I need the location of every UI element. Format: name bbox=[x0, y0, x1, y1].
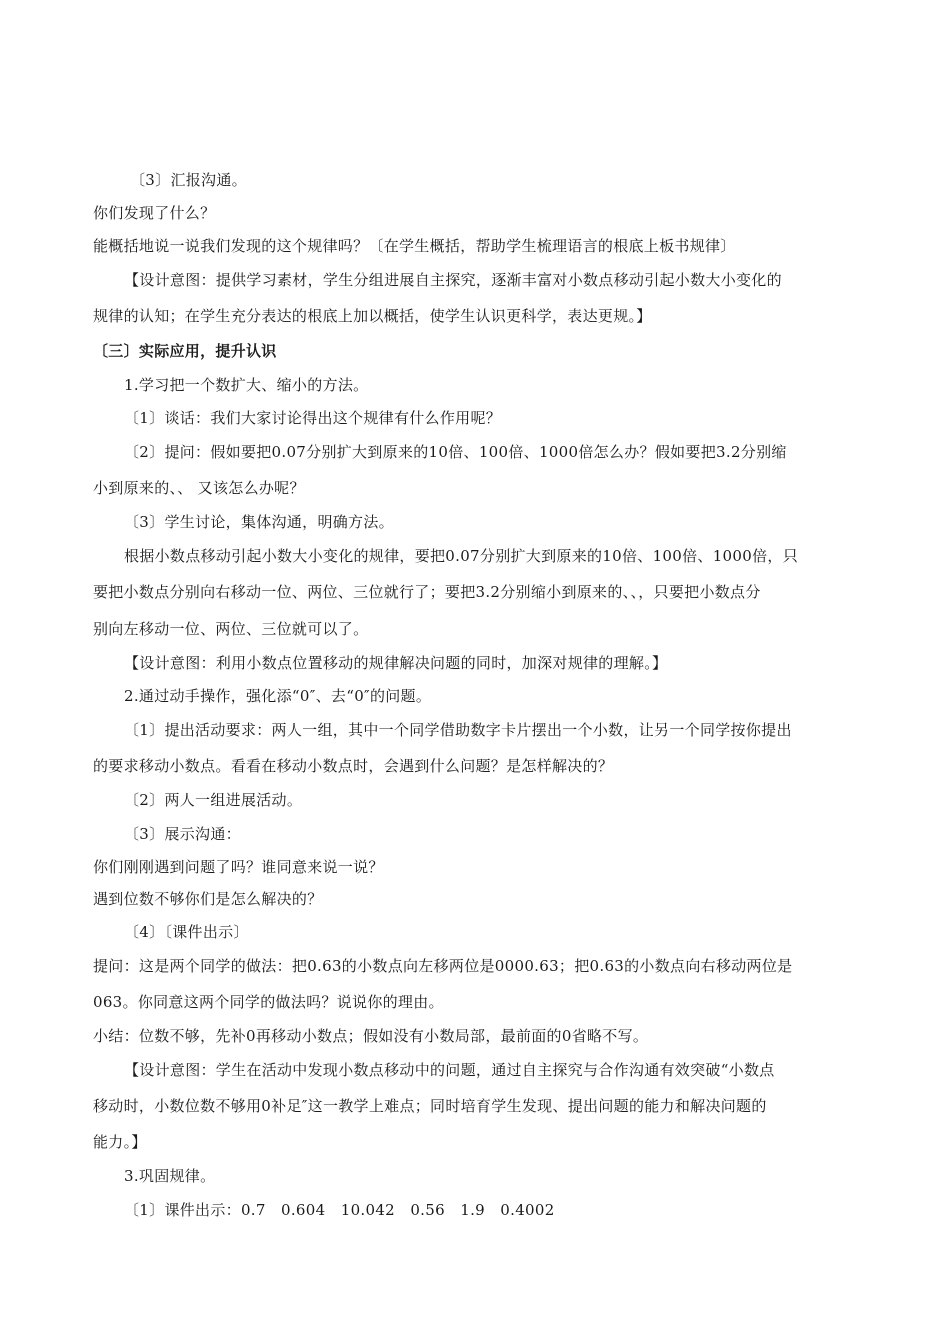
line-item-2-4: 〔4〕〔课件出示〕 bbox=[124, 923, 249, 941]
line-question-problem: 你们刚刚遇到问题了吗？谁同意来说一说？ bbox=[93, 858, 384, 876]
line-design-intent-3b: 移动时，小数位数不够用0补足″这一教学上难点；同时培育学生发现、提出问题的能力和解决问题的 bbox=[93, 1097, 767, 1115]
line-ask-a: 提问：这是两个同学的做法：把0.63的小数点向左移两位是0000.63；把0.63的小数点向右移动两位是 bbox=[93, 957, 793, 975]
line-summary: 小结：位数不够，先补0再移动小数点；假如没有小数局部，最前面的0省略不写。 bbox=[93, 1027, 649, 1045]
line-method-c: 别向左移动一位、两位、三位就可以了。 bbox=[93, 620, 369, 638]
line-question-discover: 你们发现了什么？ bbox=[93, 204, 216, 222]
line-question-digits: 遇到位数不够你们是怎么解决的？ bbox=[93, 890, 323, 908]
line-method-b: 要把小数点分别向右移动一位、两位、三位就行了；要把3.2分别缩小到原来的、、，只要把小数点分 bbox=[93, 583, 761, 601]
line-design-intent-2: 【设计意图：利用小数点位置移动的规律解决问题的同时，加深对规律的理解。】 bbox=[124, 654, 668, 672]
section-heading-3: 〔三〕实际应用，提升认识 bbox=[93, 342, 277, 360]
line-item-2: 2.通过动手操作，强化添“0″、去“0″的问题。 bbox=[124, 687, 432, 705]
line-ask-b: 063。你同意这两个同学的做法吗？说说你的理由。 bbox=[93, 993, 444, 1011]
line-item-2-2: 〔2〕两人一组进展活动。 bbox=[124, 791, 303, 809]
line-item-1-2b: 小到原来的、、 又该怎么办呢？ bbox=[93, 479, 305, 497]
line-item-1-2a: 〔2〕提问：假如要把0.07分别扩大到原来的10倍、100倍、1000倍怎么办？假如要把3.2分别缩 bbox=[124, 443, 787, 461]
line-item-2-1b: 的要求移动小数点。看看在移动小数点时，会遇到什么问题？是怎样解决的？ bbox=[93, 757, 614, 775]
line-item-2-3: 〔3〕展示沟通： bbox=[124, 825, 241, 843]
line-design-intent-3c: 能力。】 bbox=[93, 1133, 147, 1151]
line-item-3: 3.巩固规律。 bbox=[124, 1167, 216, 1185]
line-design-intent-1a: 【设计意图：提供学习素材，学生分组进展自主探究，逐渐丰富对小数点移动引起小数大小变化的 bbox=[124, 271, 782, 289]
line-item-2-1a: 〔1〕提出活动要求：两人一组，其中一个同学借助数字卡片摆出一个小数，让另一个同学按你提出 bbox=[124, 721, 792, 739]
line-method-a: 根据小数点移动引起小数大小变化的规律，要把0.07分别扩大到原来的10倍、100倍、1000倍，只 bbox=[124, 547, 798, 565]
line-design-intent-3a: 【设计意图：学生在活动中发现小数点移动中的问题，通过自主探究与合作沟通有效突破“小数点 bbox=[124, 1061, 775, 1079]
line-item-1-3: 〔3〕学生讨论，集体沟通，明确方法。 bbox=[124, 513, 394, 531]
line-item-1-1: 〔1〕谈话：我们大家讨论得出这个规律有什么作用呢？ bbox=[124, 409, 502, 427]
line-item-1: 1.学习把一个数扩大、缩小的方法。 bbox=[124, 376, 369, 394]
line-question-summarize: 能概括地说一说我们发现的这个规律吗？〔在学生概括，帮助学生梳理语言的根底上板书规律〕 bbox=[93, 237, 736, 255]
line-design-intent-1b: 规律的认知；在学生充分表达的根底上加以概括，使学生认识更科学，表达更规。】 bbox=[93, 307, 652, 325]
line-item-3-1: 〔1〕课件出示：0.7 0.604 10.042 0.56 1.9 0.4002 bbox=[124, 1201, 555, 1219]
line-report: 〔3〕汇报沟通。 bbox=[130, 171, 247, 189]
